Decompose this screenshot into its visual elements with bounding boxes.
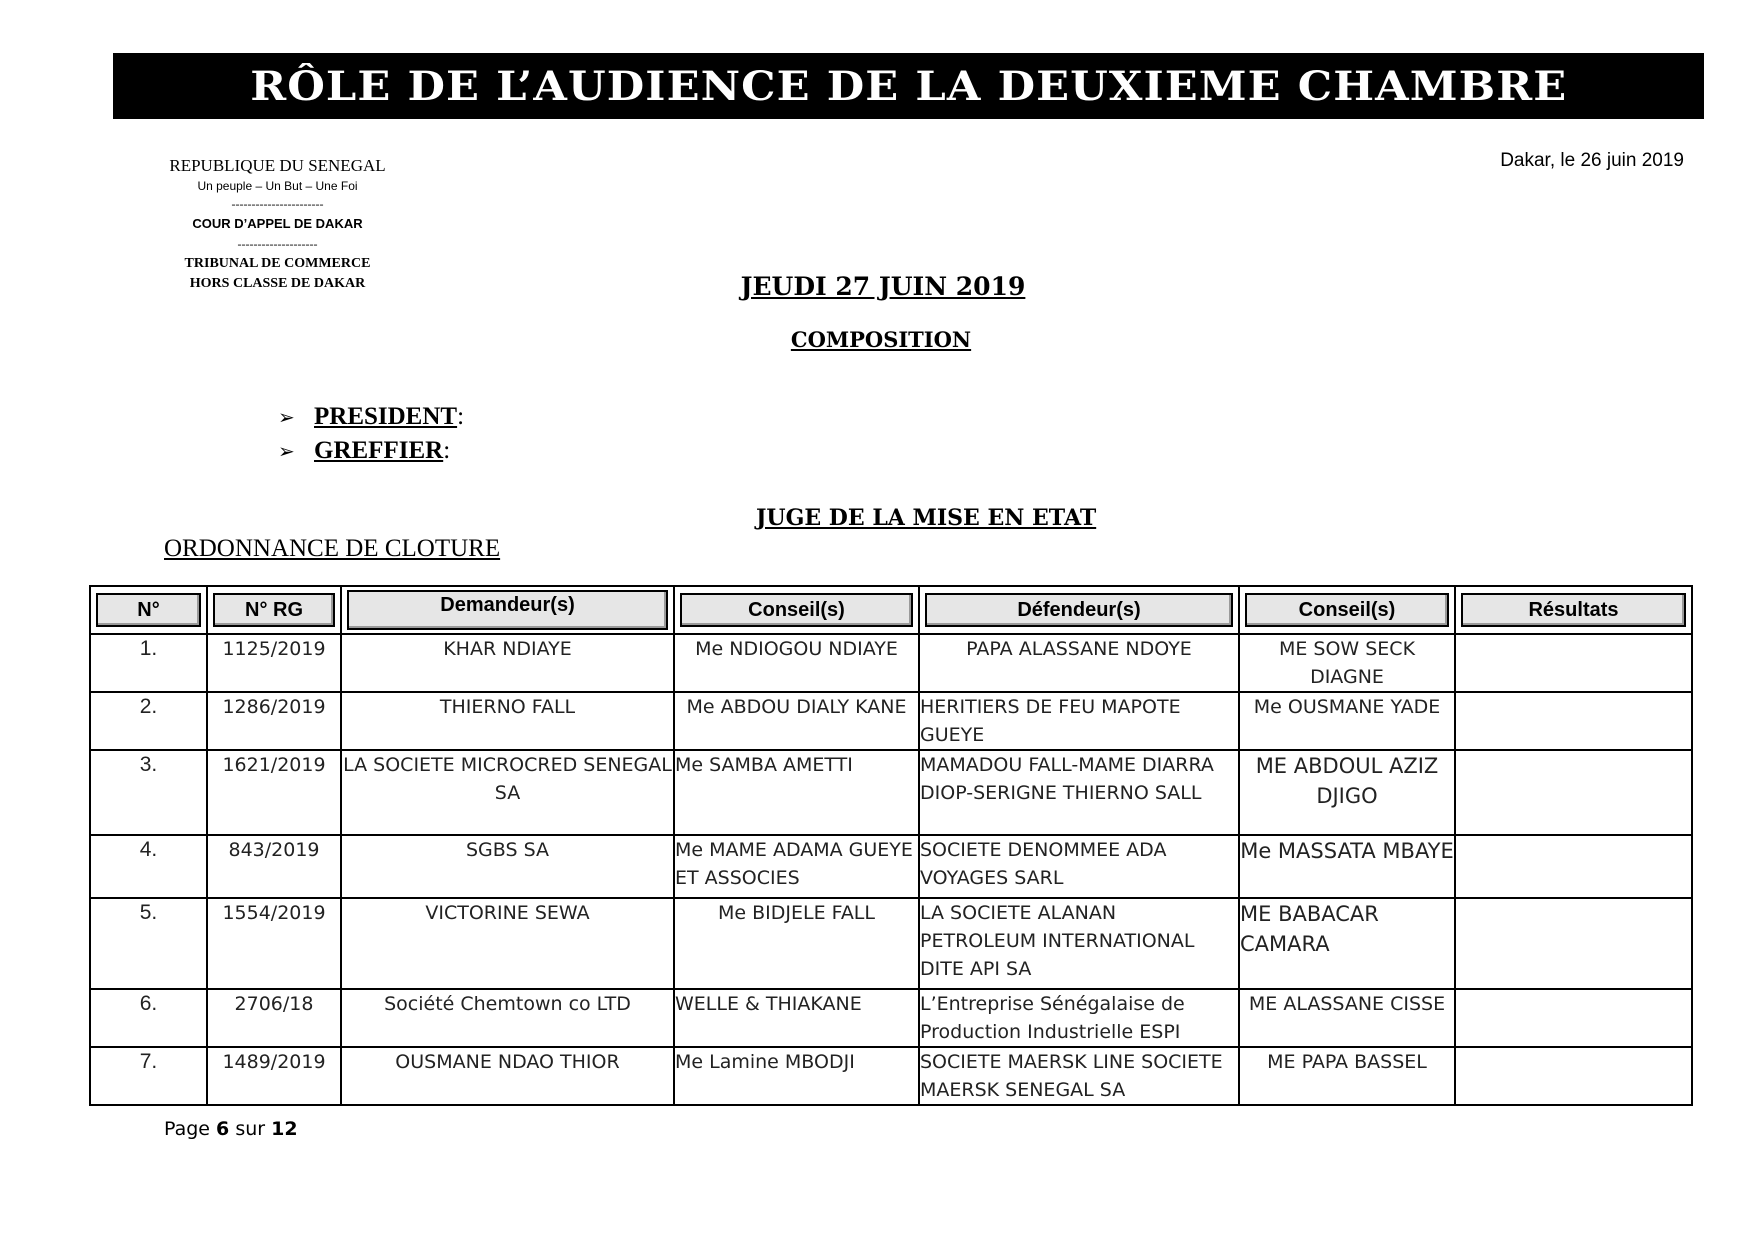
current-page-number: 6 (216, 1118, 230, 1140)
cell-conseil: Me Lamine MBODJI (674, 1047, 919, 1105)
hearing-date: JEUDI 27 JUIN 2019 (740, 272, 1026, 301)
table-row (90, 898, 1692, 989)
cell-conseil: ME BABACAR CAMARA (1239, 898, 1455, 989)
header-label: Conseil(s) (680, 593, 913, 627)
total-page-number: 12 (271, 1118, 298, 1140)
cell-defendeur: HERITIERS DE FEU MAPOTE GUEYE (919, 692, 1239, 750)
table-header-row (90, 586, 1692, 634)
cell-demandeur: VICTORINE SEWA (341, 898, 674, 989)
cell-conseil: WELLE & THIAKANE (674, 989, 919, 1047)
cell-conseil: ME ABDOUL AZIZ DJIGO (1239, 750, 1455, 835)
cell-defendeur: SOCIETE MAERSK LINE SOCIETE MAERSK SENEGAL SA (919, 1047, 1239, 1105)
cell-conseil: Me NDIOGOU NDIAYE (674, 634, 919, 692)
tribunal-name-line2: HORS CLASSE DE DAKAR (189, 276, 366, 291)
header-label: Demandeur(s) (347, 590, 668, 630)
column-header-demandeur (341, 586, 674, 634)
arrow-bullet-icon: ➢ (278, 406, 295, 429)
cell-num: 6. (90, 989, 207, 1047)
role-greffier (278, 434, 464, 468)
cell-conseil: Me ABDOU DIALY KANE (674, 692, 919, 750)
arrow-bullet-icon: ➢ (278, 440, 295, 463)
role-label: GREFFIER (314, 437, 444, 464)
header-label: Défendeur(s) (925, 593, 1233, 627)
cell-rg: 1621/2019 (207, 750, 341, 835)
header-label: N° (96, 593, 201, 627)
cell-resultats (1455, 750, 1692, 835)
cell-conseil: Me OUSMANE YADE (1239, 692, 1455, 750)
cell-num: 4. (90, 835, 207, 898)
cell-rg: 1489/2019 (207, 1047, 341, 1105)
table-row (90, 1047, 1692, 1105)
footer-middle: sur (229, 1118, 272, 1140)
cell-conseil: ME PAPA BASSEL (1239, 1047, 1455, 1105)
cell-demandeur: SGBS SA (341, 835, 674, 898)
column-header-resultats (1455, 586, 1692, 634)
national-motto: Un peuple – Un But – Une Foi (197, 179, 358, 193)
cell-rg: 2706/18 (207, 989, 341, 1047)
hearing-roll-table (89, 585, 1693, 1106)
separator: ----------------------- (231, 197, 324, 211)
cell-resultats (1455, 898, 1692, 989)
cell-conseil: Me MAME ADAMA GUEYE ET ASSOCIES (674, 835, 919, 898)
cell-rg: 1286/2019 (207, 692, 341, 750)
cell-defendeur: PAPA ALASSANE NDOYE (919, 634, 1239, 692)
ordonnance-heading: ORDONNANCE DE CLOTURE (164, 535, 501, 562)
footer-prefix: Page (164, 1118, 217, 1140)
banner-title: RÔLE DE L’AUDIENCE DE LA DEUXIEME CHAMBRE (249, 62, 1568, 110)
table-row (90, 692, 1692, 750)
cell-rg: 1125/2019 (207, 634, 341, 692)
cell-rg: 843/2019 (207, 835, 341, 898)
cell-demandeur: KHAR NDIAYE (341, 634, 674, 692)
cell-resultats (1455, 989, 1692, 1047)
cell-defendeur: L’Entreprise Sénégalaise de Production Industrielle ESPI (919, 989, 1239, 1047)
header-label: Résultats (1461, 593, 1686, 627)
header-label: N° RG (213, 593, 335, 627)
table-row (90, 989, 1692, 1047)
header-label: Conseil(s) (1245, 593, 1449, 627)
document-date: Dakar, le 26 juin 2019 (1500, 150, 1684, 171)
composition-roles (278, 400, 464, 468)
cell-demandeur: OUSMANE NDAO THIOR (341, 1047, 674, 1105)
cell-conseil: Me BIDJELE FALL (674, 898, 919, 989)
table-row (90, 634, 1692, 692)
cell-conseil: Me SAMBA AMETTI (674, 750, 919, 835)
separator: -------------------- (237, 237, 318, 251)
cell-defendeur: SOCIETE DENOMMEE ADA VOYAGES SARL (919, 835, 1239, 898)
column-header-num (90, 586, 207, 634)
page-banner (113, 53, 1704, 119)
role-president (278, 400, 464, 434)
tribunal-name-line1: TRIBUNAL DE COMMERCE (184, 256, 371, 271)
table-row (90, 835, 1692, 898)
cell-rg: 1554/2019 (207, 898, 341, 989)
column-header-conseil (1239, 586, 1455, 634)
composition-heading: COMPOSITION (790, 327, 972, 352)
court-name: COUR D’APPEL DE DAKAR (192, 216, 363, 231)
page-footer (164, 1118, 298, 1140)
column-header-rg (207, 586, 341, 634)
role-label: PRESIDENT (314, 403, 458, 430)
cell-conseil: Me MASSATA MBAYE (1239, 835, 1455, 898)
cell-conseil: ME SOW SECK DIAGNE (1239, 634, 1455, 692)
cell-demandeur: Société Chemtown co LTD (341, 989, 674, 1047)
cell-resultats (1455, 1047, 1692, 1105)
role-suffix: : (457, 403, 465, 430)
cell-resultats (1455, 634, 1692, 692)
table-row (90, 750, 1692, 835)
republic-name: REPUBLIQUE DU SENEGAL (169, 156, 386, 175)
cell-resultats (1455, 835, 1692, 898)
role-suffix: : (443, 437, 451, 464)
column-header-defendeur (919, 586, 1239, 634)
cell-resultats (1455, 692, 1692, 750)
cell-demandeur: THIERNO FALL (341, 692, 674, 750)
juge-heading: JUGE DE LA MISE EN ETAT (756, 505, 1097, 531)
cell-num: 3. (90, 750, 207, 835)
cell-num: 1. (90, 634, 207, 692)
cell-demandeur: LA SOCIETE MICROCRED SENEGAL SA (341, 750, 674, 835)
cell-num: 5. (90, 898, 207, 989)
cell-conseil: ME ALASSANE CISSE (1239, 989, 1455, 1047)
cell-defendeur: MAMADOU FALL-MAME DIARRA DIOP-SERIGNE THIERNO SALL (919, 750, 1239, 835)
cell-num: 2. (90, 692, 207, 750)
cell-num: 7. (90, 1047, 207, 1105)
cell-defendeur: LA SOCIETE ALANAN PETROLEUM INTERNATIONAL DITE API SA (919, 898, 1239, 989)
column-header-conseil (674, 586, 919, 634)
